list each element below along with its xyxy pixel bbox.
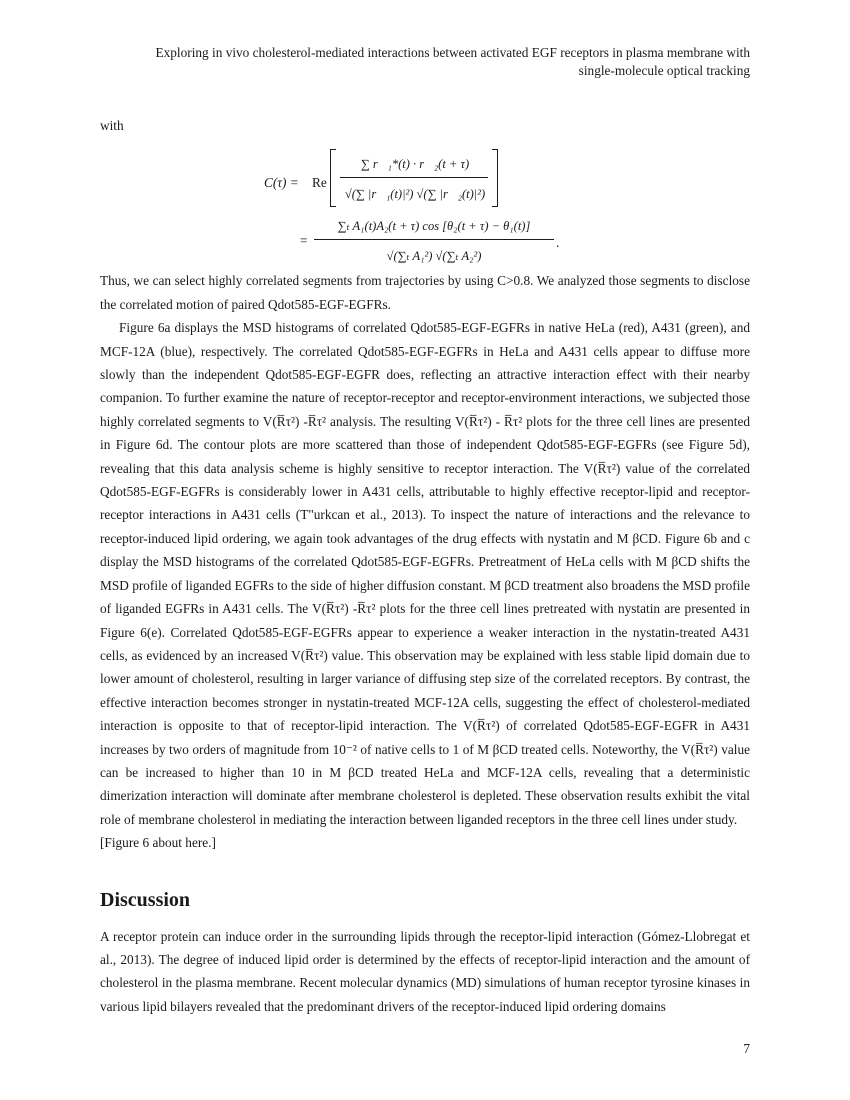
page-number: 7: [743, 1041, 750, 1056]
fraction2-numerator: ∑ₜ A₁(t)A₂(t + τ) cos [θ₂(t + τ) − θ₁(t)]: [337, 219, 531, 234]
correlation-equation: [100, 139, 750, 265]
paragraph-thus: Thus, we can select highly correlated segments from trajectories by using C>0.8. We analyzed those segments to disclose the correlated motion of paired Qdot585-EGF-EGFRs.: [100, 273, 750, 312]
page-body: [100, 114, 750, 1018]
header-line-1: Exploring in vivo cholesterol-mediated interactions between activated EGF receptors in plasma membrane with: [155, 45, 750, 60]
paragraph-discussion: A receptor protein can induce order in the surrounding lipids through the receptor-lipid interaction (Gómez-Llobregat et al., 2013). The degree of induced lipid order is determined by the effects of receptor-lipid interaction and the amount of cholesterol in the plasma membrane. Recent molecular dynamics (MD) simulations of human receptor tyrosine kinases in various lipid bilayers revealed that the predominant drivers of the receptor-induced lipid ordering domains: [100, 928, 750, 1014]
left-bracket: [330, 149, 336, 207]
right-bracket: [492, 149, 498, 207]
equation-equals-sign: =: [300, 233, 308, 249]
equation-lhs: C(τ) =: [264, 175, 299, 191]
section-title-discussion: Discussion: [100, 888, 191, 911]
header-line-2: single-molecule optical tracking: [578, 63, 750, 78]
equation-period: .: [556, 235, 560, 251]
fraction1-bar: [340, 177, 488, 178]
fraction1-numerator: ∑ r⃗₁*(t) · r⃗₂(t + τ): [360, 157, 470, 172]
fraction2-bar: [314, 239, 554, 240]
intro-word: with: [100, 118, 124, 133]
paragraph-figure6: Figure 6a displays the MSD histograms of correlated Qdot585-EGF-EGFRs in native HeLa (red), A431 (green), and MCF-12A (blue), respectively. The correlated Qdot585-EGF-EGFRs in HeLa and A431 cells appear to diffuse more slowly than the independent Qdot585-EGF-EGFR does, reflecting an attractive interaction effect with their nearby companion. To further examine the nature of receptor-receptor and receptor-environment interactions, we subjected those highly correlated segments to V(R̅τ²) -R̅τ² analysis. The resulting V(R̅τ²) - R̅τ² plots for the three cell lines are presented in Figure 6d. The contour plots are more scattered than those of independent Qdot585-EGF-EGFRs (see Figure 5d), revealing that this data analysis scheme is highly sensitive to receptor interaction. The V(R̅τ²) value of the correlated Qdot585-EGF-EGFRs is considerably lower in A431 cells, attributable to highly effective receptor-lipid and receptor-receptor interactions in A431 cells (T"urkcan et al., 2013). To inspect the nature of interactions and the relevance to receptor-induced lipid ordering, we again took advantages of the drug effects with nystatin and M βCD. Figure 6b and c display the MSD histograms of the correlated Qdot585-EGF-EGFRs. Pretreatment of HeLa cells with M βCD shifts the MSD profile of liganded EGFRs to the side of higher diffusion constant. M βCD treatment also broadens the MSD profile of liganded EGFRs in A431 cells. The V(R̅τ²) -R̅τ² plots for the three cell lines pretreated with nystatin are presented in Figure 6(e). Correlated Qdot585-EGF-EGFRs appear to experience a weaker interaction in the nystatin-treated A431 cells, as evidenced by an increased V(R̅τ²) value. This observation may be explained with less stable lipid domain due to lower amount of cholesterol, resulting in larger variance of diffusing step size of the correlated receptors. By contrast, the effective interaction becomes stronger in nystatin-treated MCF-12A cells, suggesting the effect of cholesterol-mediated interaction is opposite to that of receptor-lipid interaction. The V(R̅τ²) of correlated Qdot585-EGF-EGFR in A431 increases by two orders of magnitude from 10⁻² of native cells to 1 of M βCD treated cells. Noteworthy, the V(R̅τ²) value can be increased to higher than 10 in M βCD treated HeLa and MCF-12A cells, revealing that a deterministic dimerization interaction will dominate after membrane cholesterol is depleted. These observation results exhibit the vital role of membrane cholesterol in mediating the interaction between liganded receptors in the three cell lines under study.: [100, 320, 750, 827]
figure-placeholder: [Figure 6 about here.]: [100, 835, 216, 851]
equation-re-label: Re: [312, 175, 327, 191]
fraction1-denominator: √(∑ |r⃗₁(t)|²) √(∑ |r⃗₂(t)|²): [344, 187, 486, 202]
running-header: [100, 44, 750, 80]
fraction2-denominator: √(∑ₜ A₁²) √(∑ₜ A₂²): [386, 249, 482, 264]
